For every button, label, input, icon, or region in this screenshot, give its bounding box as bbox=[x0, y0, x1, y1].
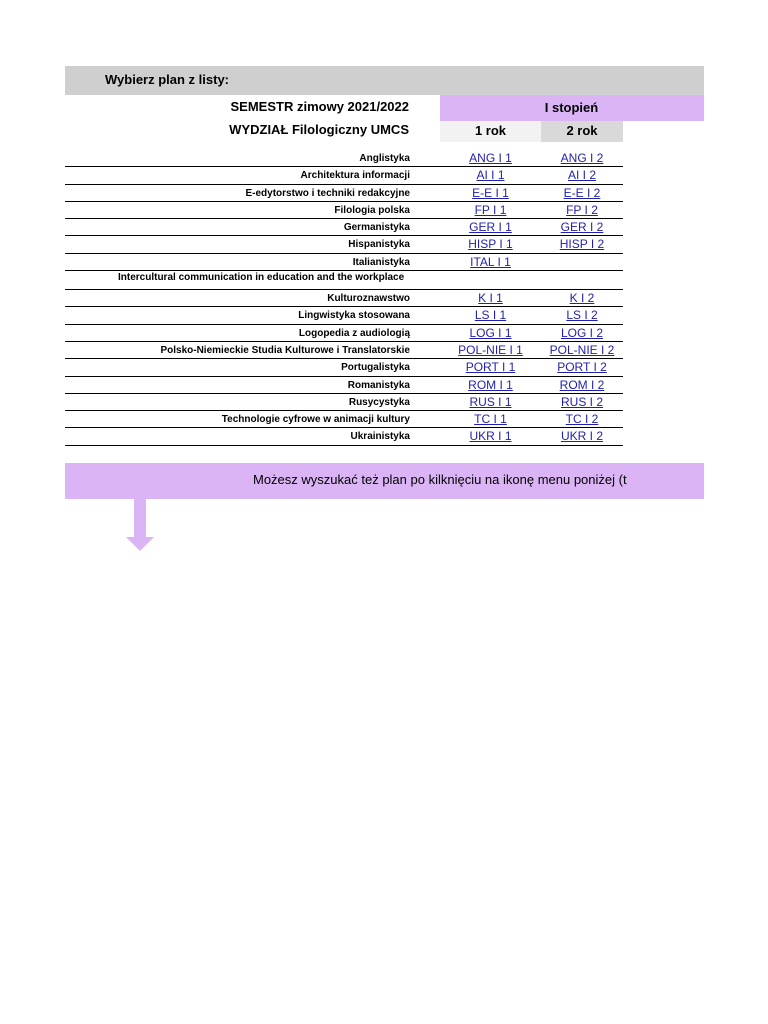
plan-link-year-1[interactable]: GER I 1 bbox=[469, 220, 512, 235]
program-name: Lingwistyka stosowana bbox=[298, 310, 410, 322]
degree-label: I stopień bbox=[544, 100, 599, 115]
degree-header bbox=[440, 95, 704, 121]
table-row bbox=[65, 290, 623, 307]
year-1-header: 1 rok bbox=[440, 121, 541, 142]
table-row bbox=[65, 359, 623, 376]
plan-link-year-2[interactable]: ANG I 2 bbox=[560, 151, 604, 165]
plan-link-year-2[interactable]: K I 2 bbox=[569, 291, 595, 306]
plan-link-year-1[interactable]: TC I 1 bbox=[474, 412, 507, 427]
plan-link-year-2[interactable]: E-E I 2 bbox=[563, 185, 601, 200]
table-row bbox=[65, 167, 623, 184]
program-name: Architektura informacji bbox=[300, 170, 410, 182]
program-name: E-edytorstwo i techniki redakcyjne bbox=[245, 187, 410, 199]
table-row bbox=[65, 219, 623, 236]
plan-link-year-1[interactable]: POL-NIE I 1 bbox=[458, 342, 523, 357]
table-row bbox=[65, 428, 623, 445]
table-row bbox=[65, 150, 623, 167]
plan-link-year-2[interactable]: GER I 2 bbox=[560, 220, 604, 235]
programs-table bbox=[65, 150, 623, 446]
plan-link-year-1[interactable]: PORT I 1 bbox=[465, 360, 516, 375]
program-name: Italianistyka bbox=[352, 256, 410, 268]
program-name: Hispanistyka bbox=[348, 239, 410, 251]
plan-link-year-1[interactable]: LS I 1 bbox=[474, 308, 507, 323]
plan-link-year-2[interactable]: POL-NIE I 2 bbox=[549, 342, 615, 357]
plan-link-year-1[interactable]: LOG I 1 bbox=[469, 325, 512, 340]
table-row bbox=[65, 236, 623, 253]
plan-link-year-2[interactable]: LS I 2 bbox=[566, 308, 598, 323]
semester-label: SEMESTR zimowy 2021/2022 bbox=[230, 99, 409, 114]
header-title: Wybierz plan z listy: bbox=[105, 72, 230, 87]
header-bar bbox=[65, 66, 704, 95]
program-name: Polsko-Niemieckie Studia Kulturowe i Translatorskie bbox=[160, 344, 410, 356]
table-row bbox=[65, 271, 623, 290]
table-row bbox=[65, 342, 623, 359]
table-row bbox=[65, 377, 623, 394]
plan-link-year-2[interactable]: RUS I 2 bbox=[560, 394, 603, 409]
plan-link-year-1[interactable]: ANG I 1 bbox=[469, 151, 512, 165]
table-row bbox=[65, 202, 623, 219]
program-name: Portugalistyka bbox=[341, 362, 410, 374]
table-row bbox=[65, 394, 623, 411]
info-banner bbox=[65, 463, 704, 499]
program-name: Rusycystyka bbox=[348, 396, 410, 408]
plan-link-year-2[interactable]: UKR I 2 bbox=[560, 429, 603, 444]
program-name: Filologia polska bbox=[334, 204, 410, 216]
program-name: Romanistyka bbox=[347, 379, 410, 391]
plan-link-year-2[interactable]: FP I 2 bbox=[566, 202, 598, 217]
program-name: Intercultural communication in education and the workplace bbox=[118, 272, 405, 284]
plan-link-year-2[interactable]: ROM I 2 bbox=[559, 377, 605, 392]
plan-link-year-2[interactable]: HISP I 2 bbox=[559, 237, 605, 252]
table-row bbox=[65, 325, 623, 342]
plan-link-year-1[interactable]: K I 1 bbox=[478, 291, 503, 306]
year-2-header: 2 rok bbox=[541, 121, 623, 142]
plan-link-year-2[interactable]: AI I 2 bbox=[567, 168, 596, 183]
table-row bbox=[65, 411, 623, 428]
program-name: Kulturoznawstwo bbox=[327, 293, 410, 305]
plan-link-year-1[interactable]: HISP I 1 bbox=[468, 237, 513, 252]
plan-link-year-1[interactable]: ITAL I 1 bbox=[470, 254, 511, 269]
plan-link-year-1[interactable]: FP I 1 bbox=[474, 202, 507, 217]
info-text: Możesz wyszukać też plan po kilknięciu na ikonę menu poniżej (t bbox=[253, 472, 627, 487]
program-name: Anglistyka bbox=[359, 153, 410, 164]
program-name: Ukrainistyka bbox=[350, 431, 410, 443]
plan-link-year-1[interactable]: AI I 1 bbox=[476, 168, 505, 183]
program-name: Technologie cyfrowe w animacji kultury bbox=[221, 414, 410, 426]
plan-link-year-2[interactable]: PORT I 2 bbox=[557, 360, 607, 375]
table-row bbox=[65, 254, 623, 271]
plan-link-year-1[interactable]: E-E I 1 bbox=[472, 185, 509, 200]
faculty-label: WYDZIAŁ Filologiczny UMCS bbox=[229, 122, 409, 137]
arrow-down-icon bbox=[126, 499, 154, 551]
plan-link-year-1[interactable]: UKR I 1 bbox=[469, 429, 512, 444]
plan-link-year-2[interactable]: LOG I 2 bbox=[560, 325, 604, 340]
plan-link-year-1[interactable]: RUS I 1 bbox=[469, 394, 512, 409]
plan-link-year-2[interactable]: TC I 2 bbox=[565, 412, 599, 427]
table-row bbox=[65, 185, 623, 202]
table-row bbox=[65, 307, 623, 324]
program-name: Logopedia z audiologią bbox=[298, 327, 410, 339]
program-name: Germanistyka bbox=[343, 222, 410, 234]
plan-link-year-1[interactable]: ROM I 1 bbox=[468, 377, 513, 392]
